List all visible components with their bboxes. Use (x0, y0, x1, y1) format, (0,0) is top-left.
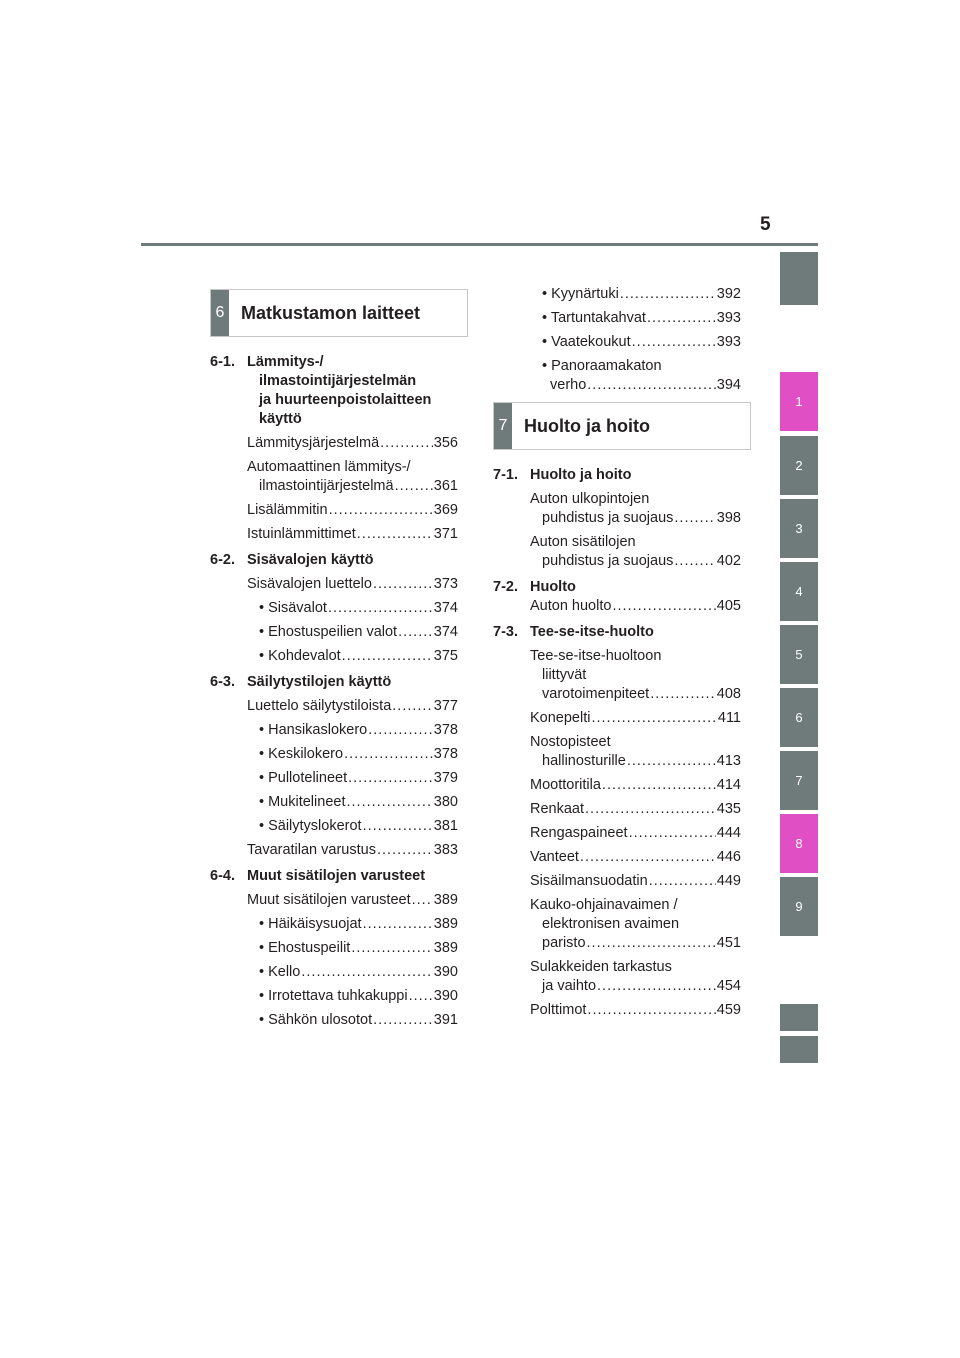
toc-entry[interactable]: Kauko-ohjainavaimen / elektronisen avaimen paristo ..... 451 (493, 896, 741, 953)
chapter-7-heading (493, 402, 751, 450)
toc-entry[interactable]: Auton ulkopintojen puhdistus ja suojaus ..... 398 (493, 490, 741, 528)
section-7-1[interactable]: 7-1. Huolto ja hoito (493, 467, 632, 483)
toc-subentry[interactable]: • Kello ..... 390 (210, 963, 458, 982)
toc-right-continued (493, 280, 741, 395)
chapter-7-title: Huolto ja hoito (524, 415, 650, 436)
chapter-tab-5[interactable]: 5 (780, 625, 818, 684)
toc-entry[interactable]: Lämmitysjärjestelmä ..... 356 (210, 434, 458, 453)
toc-entry[interactable]: Istuinlämmittimet ..... 371 (210, 525, 458, 544)
toc-right-column (493, 459, 741, 1020)
chapter-tab-blank[interactable] (780, 252, 818, 305)
toc-subentry[interactable]: • Ehostuspeilit ..... 389 (210, 939, 458, 958)
toc-subentry[interactable]: • Häikäisysuojat ..... 389 (210, 915, 458, 934)
toc-subentry[interactable]: • Hansikaslokero ..... 378 (210, 721, 458, 740)
section-7-2[interactable]: 7-2. Huolto (493, 579, 576, 595)
toc-left-column (210, 346, 458, 1030)
chapter-tab-7[interactable]: 7 (780, 751, 818, 810)
toc-subentry[interactable]: • Sisävalot ..... 374 (210, 599, 458, 618)
toc-entry[interactable]: Rengaspaineet ..... 444 (493, 824, 741, 843)
toc-entry[interactable]: Tavaratilan varustus ..... 383 (210, 841, 458, 860)
chapter-6-number: 6 (211, 290, 229, 336)
toc-entry[interactable]: Lisälämmitin ..... 369 (210, 501, 458, 520)
section-6-2[interactable]: 6-2. Sisävalojen käyttö (210, 552, 374, 568)
chapter-7-number: 7 (494, 403, 512, 449)
toc-subentry[interactable]: • Keskilokero ..... 378 (210, 745, 458, 764)
section-6-3[interactable]: 6-3. Säilytystilojen käyttö (210, 674, 392, 690)
toc-entry[interactable]: Muut sisätilojen varusteet ..... 389 (210, 891, 458, 910)
toc-entry[interactable]: Polttimot ..... 459 (493, 1001, 741, 1020)
toc-entry[interactable]: Vanteet ..... 446 (493, 848, 741, 867)
chapter-tab-blank[interactable] (780, 1004, 818, 1031)
toc-entry[interactable]: Moottoritila ..... 414 (493, 776, 741, 795)
toc-subentry[interactable]: • Pullotelineet ..... 379 (210, 769, 458, 788)
section-6-4[interactable]: 6-4. Muut sisätilojen varusteet (210, 868, 426, 884)
toc-entry[interactable]: Nostopisteet hallinosturille ..... 413 (493, 733, 741, 771)
toc-entry[interactable]: Auton sisätilojen puhdistus ja suojaus ..... 402 (493, 533, 741, 571)
header-rule (141, 243, 818, 246)
toc-subentry[interactable]: • Kohdevalot ..... 375 (210, 647, 458, 666)
toc-entry[interactable]: Tee-se-itse-huoltoon liittyvät varotoimenpiteet ..... 408 (493, 647, 741, 704)
section-7-3[interactable]: 7-3. Tee-se-itse-huolto (493, 624, 654, 640)
toc-subentry[interactable]: • Säilytyslokerot ..... 381 (210, 817, 458, 836)
chapter-tab-8[interactable]: 8 (780, 814, 818, 873)
toc-entry[interactable]: Renkaat ..... 435 (493, 800, 741, 819)
chapter-tab-6[interactable]: 6 (780, 688, 818, 747)
toc-entry[interactable]: Konepelti ..... 411 (493, 709, 741, 728)
toc-entry[interactable]: Sisäilmansuodatin ..... 449 (493, 872, 741, 891)
chapter-tab-2[interactable]: 2 (780, 436, 818, 495)
chapter-tab-3[interactable]: 3 (780, 499, 818, 558)
toc-entry[interactable]: Luettelo säilytystiloista ..... 377 (210, 697, 458, 716)
page-number: 5 (760, 214, 771, 235)
toc-entry[interactable]: Auton huolto ..... 405 (493, 597, 741, 616)
chapter-6-heading (210, 289, 468, 337)
chapter-tab-4[interactable]: 4 (780, 562, 818, 621)
toc-subentry[interactable]: • Kyynärtuki ..... 392 (493, 285, 741, 304)
toc-entry[interactable]: Sulakkeiden tarkastus ja vaihto ..... 454 (493, 958, 741, 996)
chapter-tab-9[interactable]: 9 (780, 877, 818, 936)
toc-subentry[interactable]: • Tartuntakahvat ..... 393 (493, 309, 741, 328)
toc-subentry[interactable]: • Panoraamakaton verho ..... 394 (493, 357, 741, 395)
toc-subentry[interactable]: • Mukitelineet ..... 380 (210, 793, 458, 812)
toc-subentry[interactable]: • Sähkön ulosotot ..... 391 (210, 1011, 458, 1030)
section-6-1[interactable]: 6-1. Lämmitys-/ ilmastointijärjestelmän ja huurteenpoistolaitteen käyttö (210, 354, 432, 427)
toc-subentry[interactable]: • Irrotettava tuhkakuppi ..... 390 (210, 987, 458, 1006)
chapter-tab-blank[interactable] (780, 1036, 818, 1063)
toc-subentry[interactable]: • Vaatekoukut ..... 393 (493, 333, 741, 352)
chapter-tab-1[interactable]: 1 (780, 372, 818, 431)
toc-entry[interactable]: Automaattinen lämmitys-/ ilmastointijärjestelmä ..... 361 (210, 458, 458, 496)
toc-subentry[interactable]: • Ehostuspeilien valot ..... 374 (210, 623, 458, 642)
chapter-6-title: Matkustamon laitteet (241, 302, 421, 323)
toc-entry[interactable]: Sisävalojen luettelo ..... 373 (210, 575, 458, 594)
